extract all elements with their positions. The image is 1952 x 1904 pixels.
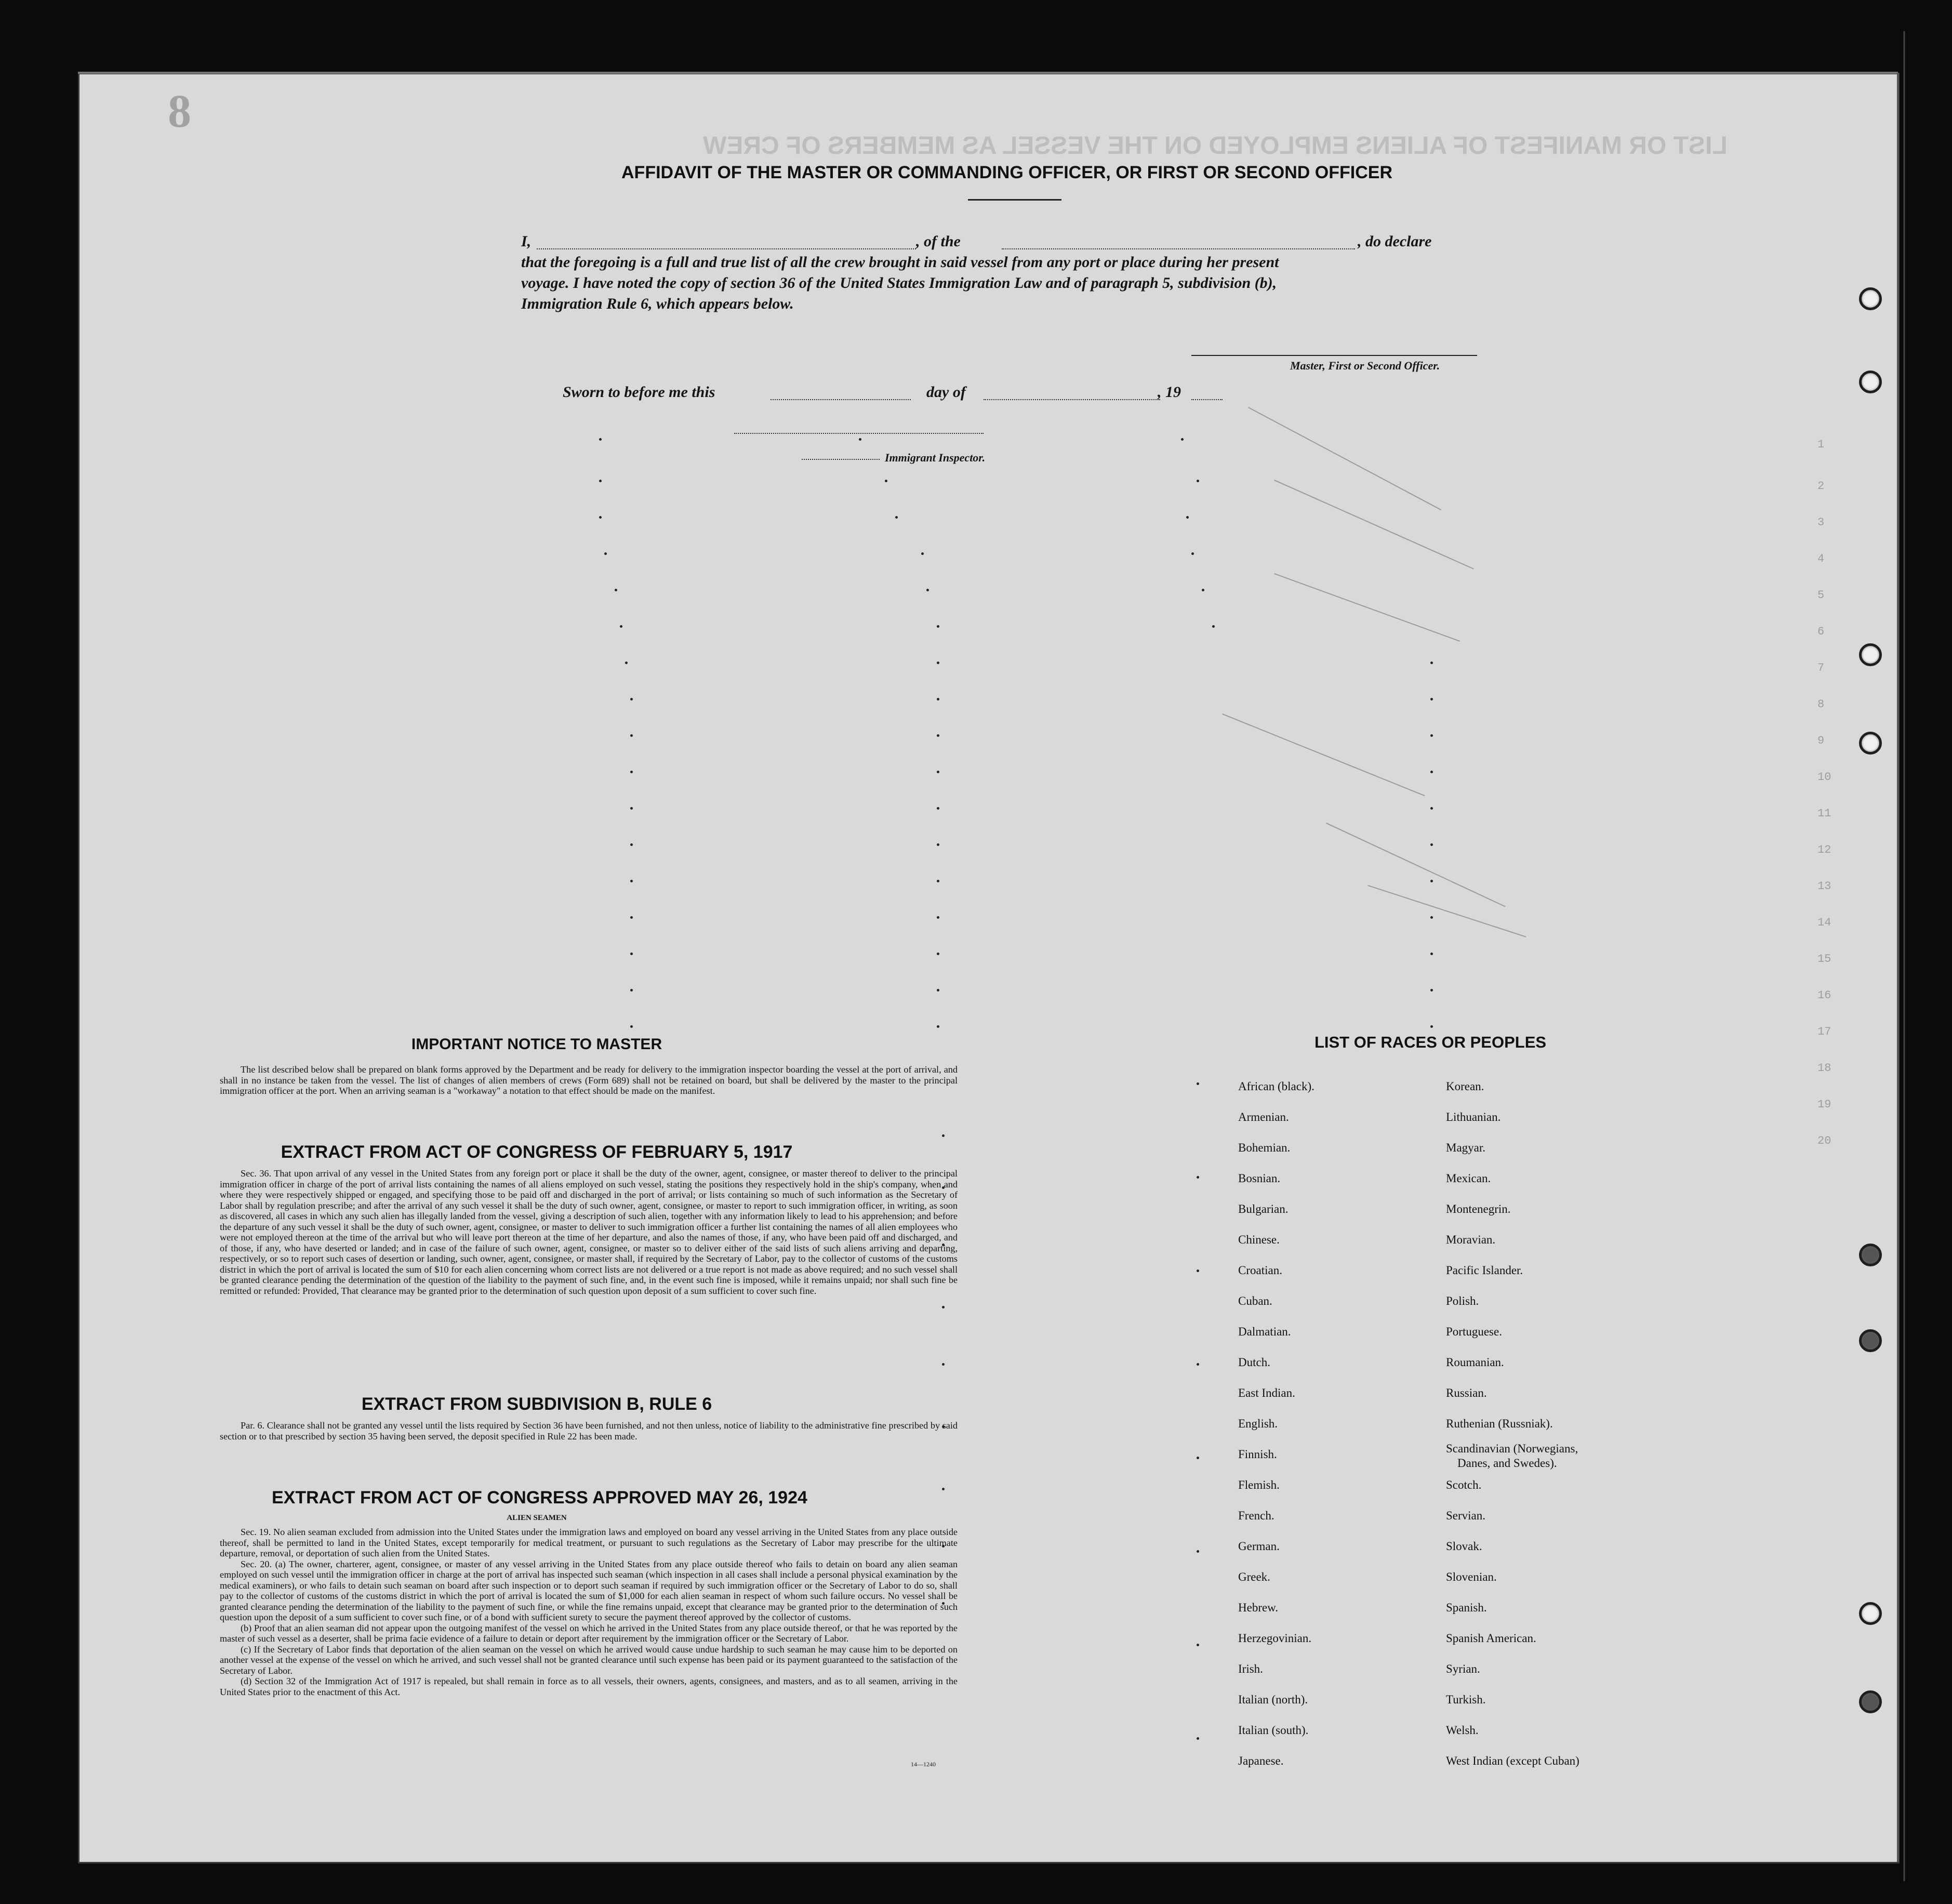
extract-1917-title: EXTRACT FROM ACT OF CONGRESS OF FEBRUARY 5, 1917	[281, 1142, 793, 1162]
race-right-21: Turkish.	[1446, 1693, 1486, 1706]
binder-hole	[1859, 1690, 1882, 1713]
race-left-1: Armenian.	[1238, 1110, 1289, 1123]
race-left-16: Greek.	[1238, 1570, 1270, 1583]
bleed-dot	[1197, 1176, 1199, 1179]
bleed-dot	[1197, 1550, 1199, 1553]
title-underline	[968, 199, 1061, 201]
race-right-11: Ruthenian (Russniak).	[1446, 1417, 1553, 1430]
affidavit-line1-end: , do declare	[1358, 233, 1432, 250]
race-right-13: Danes, and Swedes).	[1457, 1457, 1557, 1470]
race-right-20: Syrian.	[1446, 1662, 1480, 1675]
sworn-year-field[interactable]	[1191, 399, 1223, 400]
affidavit-line2: that the foregoing is a full and true list of all the crew brought in said vessel from any port or place during her present	[521, 254, 1279, 271]
inspector-signature-line-2[interactable]	[802, 459, 880, 460]
race-left-12: Finnish.	[1238, 1448, 1277, 1461]
race-right-17: Slovenian.	[1446, 1570, 1497, 1583]
race-left-18: Herzegovinian.	[1238, 1632, 1312, 1645]
extract-1917-text	[220, 1168, 958, 1296]
binder-hole	[1859, 643, 1882, 666]
scan-streak	[1274, 480, 1474, 570]
race-right-23: West Indian (except Cuban)	[1446, 1754, 1579, 1767]
sworn-year-label: , 19	[1158, 384, 1181, 401]
bleed-dot	[1197, 1457, 1199, 1459]
race-left-19: Irish.	[1238, 1662, 1263, 1675]
binder-hole	[1859, 1244, 1882, 1266]
inspector-label: Immigrant Inspector.	[885, 451, 986, 464]
bleed-through-heading: LIST OR MANIFEST OF ALIENS EMPLOYED ON THE VESSEL AS MEMBERS OF CREW	[703, 132, 1728, 160]
affidavit-title: AFFIDAVIT OF THE MASTER OR COMMANDING OFFICER, OR FIRST OR SECOND OFFICER	[621, 163, 1392, 182]
manifest-page: LIST OR MANIFEST OF ALIENS EMPLOYED ON THE VESSEL AS MEMBERS OF CREW 8 1 2 3 4 5 6 7 8 9 10 11 12 13 14 15 16 17 18 19 20 AFFIDAVIT OF THE MASTER OR COMMANDING OFFICER, OR FIRST OR SECOND OFFICER I, , of the , do declare that the foregoing is a full and true list of all the crew brought in said vessel from any port or place during her present voyage. I have noted the copy of section 36 of the United States Immigration Law and of paragraph 5, subdivision (b), Immigration Rule 6, which appears below. Master, First or Second Officer. Sworn to before me this day of , 19 Immigrant Inspector. IMPORTANT NOTICE TO MASTER The list described below shall be prepared on blank forms approved by the Department and be ready for delivery to the immigration inspector boarding the vessel at the port of arrival, and shall in no instance be taken from the vessel. The list of changes of alien members of crews (Form 689) shall not be retained on board, but shall be delivered by the master to the principal immigration officer at the port. When an arriving seaman is a "workaway" a notation to that effect should be made on the manifest. EXTRACT FROM ACT OF CONGRESS OF FEBRUARY 5, 1917 Sec. 36. That upon arrival of any vessel in the United States from any foreign port or place it shall be the duty of the owner, agent, consignee, or master thereof to deliver to the principal immigration officer in charge of the port of arrival lists containing the names of all aliens employed on such vessel, stating the positions they respectively hold in the ship's company, when and where they were respectively shipped or engaged, and specifying those to be paid off and discharged in the port of arrival; or lists containing so much of such information as the Secretary of Labor shall by regulation prescribe; and after the arrival of any such vessel it shall be the duty of such owner, agent, consignee, or master to report to such immigration officer, in writing, as soon as discovered, all cases in which any such alien has illegally landed from the vessel, giving a description of such alien, together with any information likely to lead to his apprehension; and before the departure of any such vessel it shall be the duty of such owner, agent, consignee, or master to deliver to such immigration officer a further list containing the names of all alien employees who were not employed thereon at the time of the arrival but who will leave port thereon at the time of her departure, and also the names of those, if any, who have been paid off and discharged, and of those, if any, who have deserted or landed; and in case of the failure of such owner, agent, consignee, or master so to deliver either of the said lists of such aliens arriving and departing, respectively, or so to report such cases of desertion or landing, such owner, agent, consignee, or master shall, if required by the Secretary of Labor, pay to the collector of customs of the customs district in which the port of arrival is located the sum of $10 for each alien concerning whom correct lists are not delivered or a true report is not made as above required; and no such vessel shall be granted clearance pending the determination of the question of the liability to the payment of such fine, and, in the event such fine is imposed, while it remains unpaid; nor shall such fine be remitted or refunded: Provided, That clearance may be granted prior to the determination of such question upon deposit of a sum sufficient to cover such fine. EXTRACT FROM SUBDIVISION B, RULE 6 Par. 6. Clearance shall not be granted any vessel until the lists required by Section 36 have been furnished, and not then unless, notice of liability to the administrative fine prescribed by said section or to that prescribed by section 35 having been served, the deposit specified in Rule 22 has been made. EXTRACT FROM ACT OF CONGRESS APPROVED MAY 26, 1924 ALIEN SEAMEN Sec. 19. No alien seaman excluded from admission into the United States under the immigration laws and employed on board any vessel arriving in the United States from any place outside thereof, shall be permitted to land in the United States, except temporarily for medical treatment, or pursuant to such regulations as the Secretary of Labor may prescribe for the ultimate departure, removal, or deportation of such alien from the United States. Sec. 20. (a) The owner, charterer, agent, consignee, or master of any vessel arriving in the United States from any place outside thereof who fails to detain on board any alien seaman employed on such vessel until the immigration officer in charge at the port of arrival has inspected such seaman (which inspection in all cases shall include a personal physical examination by the medical examiners), or who fails to detain such seaman on board after such inspection or to deport such seaman if required by such immigration officer or the Secretary of Labor to do so, shall pay to the collector of customs of the customs district in which the port of arrival is located the sum of $1,000 for each alien seaman in respect of whom such failure occurs. No vessel shall be granted clearance pending the determination of the liability to the payment of such fine, or while the fine remains unpaid, except that clearance may be granted prior to the determination of such question upon the deposit of a sum sufficient to cover such fine, or of a bond with sufficient surety to secure the payment thereof approved by the collector of customs. (b) Proof that an alien seaman did not appear upon the outgoing manifest of the vessel on which he arrived in the United States from any place outside thereof, or that he was reported by the master of such vessel as a deserter, shall be prima facie evidence of a failure to detain or deport after requirement by the immigration officer or the Secretary of Labor. (c) If the Secretary of Labor finds that deportation of the alien seaman on the vessel on which he arrived would cause undue hardship to such seaman he may cause him to be deported on another vessel at the expense of the vessel on which he arrived, and such vessel shall not be granted clearance until such expense has been paid or its payment guaranteed to the satisfaction of the Secretary of Labor. (d) Section 32 of the Immigration Act of 1917 is repealed, but shall remain in force as to all vessels, their owners, agents, consignees, and masters, and as to all seamen, arriving in the United States prior to the enactment of this Act. 14—1240 LIST OF RACES OR PEOPLES African (black). Armenian. Bohemian. Bosnian. Bulgarian. Chinese. Croatian. Cuban. Dalmatian. Dutch. East Indian. English. Finnish. Flemish. French. German. Greek. Hebrew. Herzegovinian. Irish. Italian (north). Italian (south). Japanese. Korean. Lithuanian. Magyar. Mexican. Montenegrin. Moravian. Pacific Islander. Polish. Portuguese. Roumanian. Russian. Ruthenian (Russniak). Scandinavian (Norwegians, Danes, and Swedes). Scotch. Servian. Slovak. Slovenian. Spanish. Spanish American. Syrian. Turkish. Welsh. West Indian (except Cuban)	[78, 73, 1900, 1863]
race-right-16: Slovak.	[1446, 1540, 1482, 1553]
race-left-2: Bohemian.	[1238, 1141, 1291, 1154]
sworn-day-field[interactable]	[771, 399, 911, 400]
affidavit-line4: Immigration Rule 6, which appears below.	[521, 295, 794, 312]
race-right-18: Spanish.	[1446, 1601, 1487, 1614]
race-right-4: Montenegrin.	[1446, 1202, 1511, 1215]
race-right-14: Scotch.	[1446, 1478, 1482, 1491]
section-36-paragraph: Sec. 36. That upon arrival of any vessel in the United States from any foreign port or place it shall be the duty of the owner, agent, consignee, or master thereof to deliver to the principal immigration officer in charge of the port of arrival lists containing the names of all aliens employed on such vessel, stating the positions they respectively hold in the ship's company, when and where they were respectively shipped or engaged, and specifying those to be paid off and discharged in the port of arrival; or lists containing so much of such information as the Secretary of Labor shall by regulation prescribe; and after the arrival of any such vessel it shall be the duty of such owner, agent, consignee, or master to report to such immigration officer, in writing, as soon as discovered, all cases in which any such alien has illegally landed from the vessel, giving a description of such alien, together with any information likely to lead to his apprehension; and before the departure of any such vessel it shall be the duty of such owner, agent, consignee, or master to deliver to such immigration officer a further list containing the names of all alien employees who were not employed thereon at the time of the arrival but who will leave port thereon at the time of her departure, and also the names of those, if any, who have been paid off and discharged, and of those, if any, who have deserted or landed; and in case of the failure of such owner, agent, consignee, or master so to deliver either of the said lists of such aliens arriving and departing, respectively, or so to report such cases of desertion or landing, such owner, agent, consignee, or master shall, if required by the Secretary of Labor, pay to the collector of customs of the customs district in which the port of arrival is located the sum of $10 for each alien concerning whom correct lists are not delivered or a true report is not made as above required; and no such vessel shall be granted clearance pending the determination of the question of the liability to the payment of such fine, and, in the event such fine is imposed, while it remains unpaid; nor shall such fine be remitted or refunded: Provided, That clearance may be granted prior to the determination of such question upon deposit of a sum sufficient to cover such fine.	[220, 1168, 958, 1296]
bleed-dot	[1197, 1737, 1199, 1740]
race-left-21: Italian (south).	[1238, 1724, 1309, 1737]
races-title: LIST OF RACES OR PEOPLES	[1314, 1033, 1547, 1051]
race-left-10: East Indian.	[1238, 1386, 1295, 1399]
race-left-20: Italian (north).	[1238, 1693, 1308, 1706]
sec-20d-paragraph: (d) Section 32 of the Immigration Act of 1917 is repealed, but shall remain in force as to all vessels, their owners, agents, consignees, and masters, and as to all seamen, arriving in the United States prior to the enactment of this Act.	[220, 1676, 958, 1697]
race-right-5: Moravian.	[1446, 1233, 1496, 1246]
extract-1924-title: EXTRACT FROM ACT OF CONGRESS APPROVED MAY 26, 1924	[272, 1488, 807, 1508]
race-right-22: Welsh.	[1446, 1724, 1479, 1737]
affidavit-line1-start: I,	[521, 233, 532, 250]
scan-streak	[1222, 713, 1425, 796]
par-6-paragraph: Par. 6. Clearance shall not be granted any vessel until the lists required by Section 36 have been furnished, and not then unless, notice of liability to the administrative fine prescribed by said section or to that prescribed by section 35 having been served, the deposit specified in Rule 22 has been made.	[220, 1420, 958, 1442]
race-left-22: Japanese.	[1238, 1754, 1284, 1767]
race-left-4: Bulgarian.	[1238, 1202, 1289, 1215]
vessel-name-field[interactable]	[1002, 248, 1355, 249]
affidavit-line3: voyage. I have noted the copy of section 36 of the United States Immigration Law and of paragraph 5, subdivision (b),	[521, 274, 1277, 292]
scan-streak	[1367, 885, 1526, 937]
race-left-5: Chinese.	[1238, 1233, 1280, 1246]
inspector-signature-line[interactable]	[734, 433, 984, 434]
race-right-19: Spanish American.	[1446, 1632, 1536, 1645]
race-left-14: French.	[1238, 1509, 1274, 1522]
sec-20c-paragraph: (c) If the Secretary of Labor finds that deportation of the alien seaman on the vessel on which he arrived would cause undue hardship to such seaman he may cause him to be deported on another vessel at the expense of the vessel on which he arrived, and such vessel shall not be granted clearance until such expense has been paid or its payment guaranteed to the satisfaction of the Secretary of Labor.	[220, 1644, 958, 1676]
master-name-field[interactable]	[537, 248, 916, 249]
binder-hole	[1859, 1602, 1882, 1625]
bleed-dot	[1197, 1363, 1199, 1366]
binder-hole	[1859, 732, 1882, 755]
affidavit-line1-mid: , of the	[916, 233, 961, 250]
race-right-12: Scandinavian (Norwegians,	[1446, 1442, 1578, 1455]
form-number: 14—1240	[911, 1761, 936, 1768]
alien-seamen-subtitle: ALIEN SEAMEN	[507, 1514, 567, 1522]
race-left-15: German.	[1238, 1540, 1280, 1553]
race-right-6: Pacific Islander.	[1446, 1264, 1523, 1277]
subdivision-text	[220, 1420, 958, 1442]
race-right-7: Polish.	[1446, 1294, 1479, 1307]
race-left-13: Flemish.	[1238, 1478, 1280, 1491]
extract-1924-text	[220, 1527, 958, 1697]
sec-20a-paragraph: Sec. 20. (a) The owner, charterer, agent, consignee, or master of any vessel arriving in the United States from any place outside thereof who fails to detain on board any alien seaman employed on such vessel until the immigration officer in charge at the port of arrival has inspected such seaman (which inspection in all cases shall include a personal physical examination by the medical examiners), or who fails to detain such seaman on board after such inspection or to deport such seaman if required by such immigration officer or the Secretary of Labor to do so, shall pay to the collector of customs of the customs district in which the port of arrival is located the sum of $1,000 for each alien seaman in respect of whom such failure occurs. No vessel shall be granted clearance pending the determination of the liability to the payment of such fine, or while the fine remains unpaid, except that clearance may be granted prior to the determination of such question upon the deposit of a sum sufficient to cover such fine, or of a bond with sufficient surety to secure the payment thereof approved by the collector of customs.	[220, 1558, 958, 1622]
sec-19-paragraph: Sec. 19. No alien seaman excluded from admission into the United States under the immigration laws and employed on board any vessel arriving in the United States from any place outside thereof, shall be permitted to land in the United States, except temporarily for medical treatment, or pursuant to such regulations as the Secretary of Labor may prescribe for the ultimate departure, removal, or deportation of such alien from the United States.	[220, 1527, 958, 1558]
corner-mark: 8	[168, 86, 191, 137]
notice-title: IMPORTANT NOTICE TO MASTER	[411, 1036, 662, 1053]
master-signature-line[interactable]	[1191, 355, 1477, 356]
sworn-month-field[interactable]	[984, 399, 1160, 400]
bleed-dot	[1197, 1270, 1199, 1272]
race-left-9: Dutch.	[1238, 1356, 1270, 1369]
race-right-1: Lithuanian.	[1446, 1110, 1501, 1123]
race-right-10: Russian.	[1446, 1386, 1487, 1399]
race-left-7: Cuban.	[1238, 1294, 1272, 1307]
race-right-2: Magyar.	[1446, 1141, 1486, 1154]
race-right-8: Portuguese.	[1446, 1325, 1502, 1338]
race-right-3: Mexican.	[1446, 1172, 1491, 1185]
sworn-day-label: day of	[926, 384, 966, 401]
sworn-label: Sworn to before me this	[563, 384, 715, 401]
race-left-6: Croatian.	[1238, 1264, 1282, 1277]
binder-hole	[1859, 287, 1882, 310]
notice-text	[220, 1064, 958, 1096]
race-left-0: African (black).	[1238, 1080, 1314, 1093]
race-left-8: Dalmatian.	[1238, 1325, 1291, 1338]
race-right-0: Korean.	[1446, 1080, 1484, 1093]
race-right-9: Roumanian.	[1446, 1356, 1504, 1369]
race-left-11: English.	[1238, 1417, 1278, 1430]
subdivision-title: EXTRACT FROM SUBDIVISION B, RULE 6	[361, 1394, 712, 1414]
race-left-3: Bosnian.	[1238, 1172, 1281, 1185]
notice-paragraph: The list described below shall be prepared on blank forms approved by the Department and be ready for delivery to the immigration inspector boarding the vessel at the port of arrival, and shall in no instance be taken from the vessel. The list of changes of alien members of crews (Form 689) shall not be retained on board, but shall be delivered by the master to the principal immigration officer at the port. When an arriving seaman is a "workaway" a notation to that effect should be made on the manifest.	[220, 1064, 958, 1096]
race-left-17: Hebrew.	[1238, 1601, 1279, 1614]
scan-streak	[1326, 823, 1505, 907]
sec-20b-paragraph: (b) Proof that an alien seaman did not appear upon the outgoing manifest of the vessel on which he arrived in the United States from any place outside thereof, or that he was reported by the master of such vessel as a deserter, shall be prima facie evidence of a failure to detain or deport after requirement by the immigration officer or the Secretary of Labor.	[220, 1622, 958, 1644]
binder-hole	[1859, 1329, 1882, 1352]
bleed-dot	[1197, 1644, 1199, 1646]
race-right-15: Servian.	[1446, 1509, 1486, 1522]
master-signature-label: Master, First or Second Officer.	[1290, 359, 1440, 372]
scan-streak	[1248, 407, 1441, 510]
bleed-dot	[1197, 1082, 1199, 1085]
binder-hole	[1859, 371, 1882, 393]
scan-streak	[1274, 573, 1460, 642]
